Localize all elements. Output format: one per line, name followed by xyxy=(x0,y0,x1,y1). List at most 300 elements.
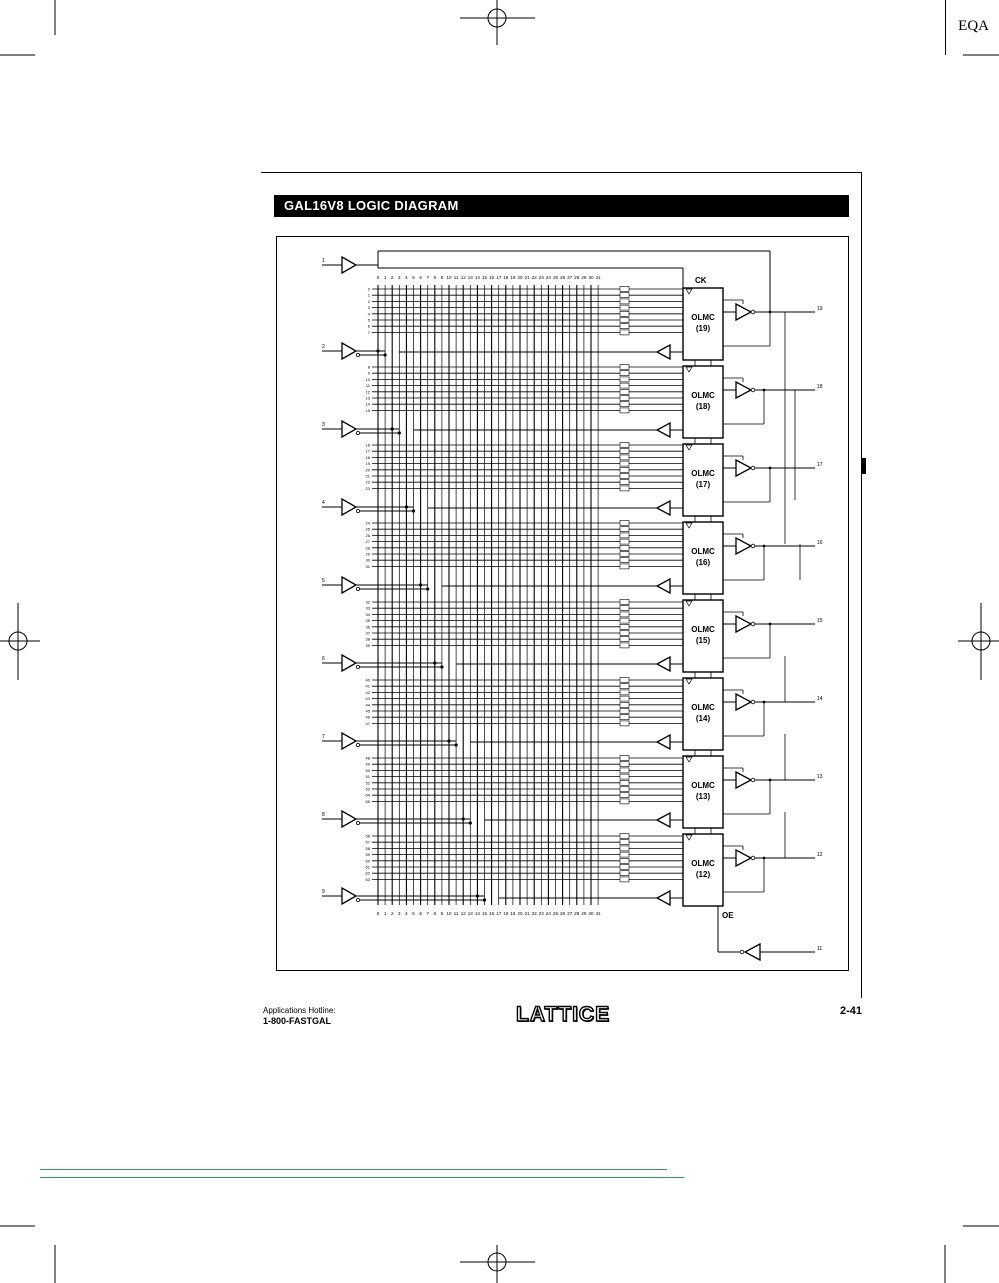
column-number-bottom: 0 xyxy=(376,911,380,916)
output-pin-number: 16 xyxy=(817,540,823,546)
column-number-top: 21 xyxy=(524,275,530,280)
and-gate xyxy=(620,793,629,798)
product-term-number: 25 xyxy=(365,526,370,532)
junction-dot xyxy=(455,743,458,746)
junction-dot xyxy=(433,661,436,664)
product-term-number: 54 xyxy=(365,792,370,798)
column-number-bottom: 17 xyxy=(496,911,502,916)
and-gate xyxy=(620,318,629,323)
product-term-number: 20 xyxy=(365,467,370,473)
olmc-label: OLMC xyxy=(691,469,715,478)
column-number-bottom: 19 xyxy=(510,911,516,916)
output-bubble xyxy=(751,544,755,548)
column-number-bottom: 28 xyxy=(574,911,580,916)
product-term-number: 19 xyxy=(365,461,370,467)
output-buffer xyxy=(736,304,751,320)
product-term-number: 12 xyxy=(365,389,370,395)
column-number-bottom: 6 xyxy=(419,911,422,916)
junction-dot xyxy=(769,467,772,470)
product-term-number: 14 xyxy=(365,401,370,407)
and-gate xyxy=(620,756,629,761)
column-number-top: 10 xyxy=(446,275,452,280)
oe-buffer xyxy=(745,944,760,960)
junction-dot xyxy=(447,739,450,742)
olmc-number: (13) xyxy=(695,792,711,801)
product-term-number: 46 xyxy=(365,714,370,720)
product-term-number: 51 xyxy=(365,774,370,780)
column-number-top: 14 xyxy=(474,275,480,280)
fuse-array xyxy=(378,285,598,905)
page-number: 2-41 xyxy=(840,1005,863,1017)
column-number-bottom: 21 xyxy=(524,911,530,916)
and-gate xyxy=(620,702,629,707)
input-buffer xyxy=(342,499,356,515)
olmc-label: OLMC xyxy=(691,625,715,634)
input-buffer xyxy=(342,257,356,273)
and-gate xyxy=(620,721,629,726)
column-number-top: 18 xyxy=(503,275,509,280)
clock-label: CK xyxy=(695,276,707,285)
and-gate xyxy=(620,324,629,329)
and-gate xyxy=(620,877,629,882)
input-buffer xyxy=(342,888,356,904)
and-gate xyxy=(620,287,629,292)
product-term-number: 60 xyxy=(365,858,370,864)
output-pin-number: 18 xyxy=(817,384,823,390)
and-gate xyxy=(620,846,629,851)
column-number-top: 24 xyxy=(545,275,551,280)
junction-dot xyxy=(426,587,429,590)
column-number-bottom: 2 xyxy=(390,911,394,916)
product-term-number: 39 xyxy=(365,642,370,648)
and-gate xyxy=(620,402,629,407)
and-gate xyxy=(620,305,629,310)
product-term-number: 52 xyxy=(365,780,370,786)
and-gate xyxy=(620,330,629,335)
and-gate xyxy=(620,389,629,394)
product-term-number: 50 xyxy=(365,767,370,773)
and-gate xyxy=(620,449,629,454)
product-term-number: 44 xyxy=(365,702,370,708)
product-term-number: 58 xyxy=(365,845,370,851)
inverter-bubble xyxy=(356,743,359,746)
junction-dot xyxy=(763,545,766,548)
output-pin-number: 17 xyxy=(817,462,823,468)
inverter-bubble xyxy=(356,898,359,901)
and-gate xyxy=(620,696,629,701)
and-gate xyxy=(620,840,629,845)
column-number-top: 26 xyxy=(560,275,566,280)
oe-label: OE xyxy=(722,911,734,920)
and-gate xyxy=(620,852,629,857)
output-bubble xyxy=(751,388,755,392)
and-gate xyxy=(620,678,629,683)
junction-dot xyxy=(769,623,772,626)
junction-dot xyxy=(462,817,465,820)
feedback-buffer xyxy=(657,423,670,437)
column-number-top: 29 xyxy=(581,275,587,280)
column-number-top: 7 xyxy=(426,275,429,280)
column-number-top: 4 xyxy=(405,275,408,280)
olmc-label: OLMC xyxy=(691,703,715,712)
column-number-bottom: 4 xyxy=(405,911,408,916)
junction-dot xyxy=(763,857,766,860)
column-number-bottom: 25 xyxy=(552,911,559,916)
product-term-number: 15 xyxy=(365,407,370,413)
output-buffer xyxy=(736,382,751,398)
junction-dot xyxy=(469,821,472,824)
and-gate xyxy=(620,774,629,779)
input-buffer xyxy=(342,733,356,749)
column-number-top: 17 xyxy=(496,275,502,280)
product-term-number: 13 xyxy=(365,395,370,401)
and-gate xyxy=(620,396,629,401)
column-number-top: 6 xyxy=(419,275,422,280)
input-pin-number: 2 xyxy=(322,344,325,350)
product-term-number: 59 xyxy=(365,852,370,858)
feedback-buffer xyxy=(657,579,670,593)
and-gate xyxy=(620,461,629,466)
olmc-label: OLMC xyxy=(691,391,715,400)
and-gate xyxy=(620,684,629,689)
product-term-number: 48 xyxy=(365,755,370,761)
product-term-number: 38 xyxy=(365,636,370,642)
olmc-number: (12) xyxy=(695,870,711,879)
column-number-top: 1 xyxy=(383,275,387,280)
product-term-number: 53 xyxy=(365,786,370,792)
feedback-buffer xyxy=(657,501,670,515)
column-number-top: 13 xyxy=(467,275,473,280)
and-gate xyxy=(620,521,629,526)
product-term-number: 4 xyxy=(367,311,370,317)
product-term-number: 17 xyxy=(365,448,370,454)
column-number-bottom: 24 xyxy=(545,911,551,916)
olmc-label: OLMC xyxy=(691,547,715,556)
olmc-number: (17) xyxy=(695,480,711,489)
and-gate xyxy=(620,558,629,563)
output-bubble xyxy=(751,856,755,860)
column-number-bottom: 7 xyxy=(426,911,429,916)
junction-dot xyxy=(412,509,415,512)
and-gate xyxy=(620,467,629,472)
and-gate xyxy=(620,533,629,538)
product-term-number: 41 xyxy=(365,683,370,689)
input-pin-number: 5 xyxy=(322,578,325,584)
green-rule-2 xyxy=(40,1177,684,1178)
and-gate xyxy=(620,709,629,714)
output-bubble xyxy=(751,466,755,470)
column-number-top: 2 xyxy=(390,275,394,280)
junction-dot xyxy=(476,894,479,897)
and-gate xyxy=(620,377,629,382)
junction-dot xyxy=(440,665,443,668)
output-pin-number: 15 xyxy=(817,618,823,624)
and-gate xyxy=(620,865,629,870)
junction-dot xyxy=(483,898,486,901)
input-buffer xyxy=(342,811,356,827)
olmc-number: (19) xyxy=(695,324,711,333)
product-term-number: 23 xyxy=(365,485,370,491)
input-buffer xyxy=(342,655,356,671)
oe-pin-number: 11 xyxy=(817,946,823,952)
product-term-number: 21 xyxy=(365,473,370,479)
junction-dot xyxy=(398,431,401,434)
corner-label: EQA xyxy=(958,18,989,34)
column-number-top: 23 xyxy=(538,275,544,280)
inverter-bubble xyxy=(356,821,359,824)
and-gate xyxy=(620,474,629,479)
input-pin-number: 4 xyxy=(322,500,325,506)
column-number-bottom: 31 xyxy=(595,911,601,916)
input-pin-number: 1 xyxy=(322,258,325,264)
input-buffer xyxy=(342,421,356,437)
input-pin-number: 6 xyxy=(322,656,325,662)
output-pin-number: 14 xyxy=(817,696,823,702)
junction-dot xyxy=(405,505,408,508)
product-term-number: 43 xyxy=(365,696,370,702)
column-number-bottom: 13 xyxy=(467,911,473,916)
product-term-number: 2 xyxy=(367,298,370,304)
input-buffer xyxy=(342,577,356,593)
junction-dot xyxy=(763,701,766,704)
column-number-top: 25 xyxy=(552,275,559,280)
product-term-number: 55 xyxy=(365,798,370,804)
and-gate xyxy=(620,527,629,532)
column-number-top: 12 xyxy=(460,275,466,280)
junction-dot xyxy=(769,779,772,782)
column-number-bottom: 22 xyxy=(531,911,537,916)
olmc-number: (15) xyxy=(695,636,711,645)
column-number-bottom: 10 xyxy=(446,911,452,916)
and-gate xyxy=(620,455,629,460)
feedback-buffer xyxy=(657,657,670,671)
product-term-number: 27 xyxy=(365,539,370,545)
input-pin-number: 3 xyxy=(322,422,325,428)
product-term-number: 45 xyxy=(365,708,370,714)
product-term-number: 57 xyxy=(365,839,370,845)
hotline-number: 1-800-FASTGAL xyxy=(263,1016,332,1026)
output-buffer xyxy=(736,460,751,476)
product-term-number: 26 xyxy=(365,532,370,538)
and-gate xyxy=(620,762,629,767)
and-gate xyxy=(620,552,629,557)
and-gate xyxy=(620,768,629,773)
junction-dot xyxy=(763,389,766,392)
output-pin-number: 19 xyxy=(817,306,823,312)
junction-dot xyxy=(391,427,394,430)
output-buffer xyxy=(736,616,751,632)
column-number-top: 20 xyxy=(517,275,523,280)
oe-bubble xyxy=(740,950,744,954)
feedback-buffer xyxy=(657,813,670,827)
product-term-number: 36 xyxy=(365,624,370,630)
column-number-bottom: 23 xyxy=(538,911,544,916)
column-number-bottom: 8 xyxy=(433,911,437,916)
column-number-bottom: 20 xyxy=(517,911,523,916)
and-gate xyxy=(620,787,629,792)
product-term-number: 29 xyxy=(365,551,370,557)
product-term-number: 16 xyxy=(365,442,370,448)
column-number-top: 27 xyxy=(567,275,573,280)
and-gate xyxy=(620,299,629,304)
product-term-number: 3 xyxy=(367,305,370,311)
and-gate xyxy=(620,545,629,550)
output-bubble xyxy=(751,622,755,626)
product-term-number: 31 xyxy=(365,563,370,569)
column-number-bottom: 14 xyxy=(474,911,480,916)
olmc-label: OLMC xyxy=(691,859,715,868)
column-number-bottom: 9 xyxy=(440,911,444,916)
output-buffer xyxy=(736,694,751,710)
input-pin-number: 9 xyxy=(322,889,325,895)
output-buffer xyxy=(736,538,751,554)
column-number-bottom: 15 xyxy=(481,911,488,916)
and-gate xyxy=(620,871,629,876)
product-term-lines xyxy=(372,287,683,882)
column-number-bottom: 30 xyxy=(588,911,594,916)
output-bubble xyxy=(751,778,755,782)
product-term-number: 5 xyxy=(367,317,370,323)
product-term-number: 28 xyxy=(365,545,370,551)
and-gate xyxy=(620,383,629,388)
column-number-top: 11 xyxy=(453,275,459,280)
olmc-label: OLMC xyxy=(691,781,715,790)
product-term-number: 11 xyxy=(365,383,370,389)
column-number-bottom: 12 xyxy=(460,911,466,916)
output-pin-number: 13 xyxy=(817,774,823,780)
green-rule xyxy=(40,1169,667,1170)
product-term-number: 37 xyxy=(365,630,370,636)
and-gate xyxy=(620,600,629,605)
column-number-top: 5 xyxy=(412,275,415,280)
and-gate xyxy=(620,780,629,785)
input-pin-number: 7 xyxy=(322,734,325,740)
column-number-top: 22 xyxy=(531,275,537,280)
column-number-bottom: 18 xyxy=(503,911,509,916)
output-bubble xyxy=(751,700,755,704)
feedback-buffer xyxy=(657,735,670,749)
inverter-bubble xyxy=(356,665,359,668)
product-term-number: 7 xyxy=(367,329,370,335)
product-term-number: 8 xyxy=(367,364,370,370)
output-buffers xyxy=(718,300,815,960)
and-gate xyxy=(620,834,629,839)
output-buffer xyxy=(736,850,751,866)
column-number-top: 8 xyxy=(433,275,437,280)
product-term-number: 22 xyxy=(365,479,370,485)
olmc-blocks xyxy=(683,288,723,906)
product-term-number: 35 xyxy=(365,618,370,624)
and-gate xyxy=(620,408,629,413)
and-gate xyxy=(620,480,629,485)
column-number-top: 15 xyxy=(481,275,488,280)
product-term-number: 9 xyxy=(367,370,370,376)
product-term-number: 30 xyxy=(365,557,370,563)
product-term-number: 61 xyxy=(365,864,370,870)
inverter-bubble xyxy=(356,587,359,590)
inverter-bubble xyxy=(356,431,359,434)
diagram-title: GAL16V8 LOGIC DIAGRAM xyxy=(284,198,459,213)
product-term-number: 10 xyxy=(365,376,370,382)
feedback-buffer xyxy=(657,345,670,359)
and-gate xyxy=(620,631,629,636)
column-number-bottom: 5 xyxy=(412,911,415,916)
olmc-number: (14) xyxy=(695,714,711,723)
output-bubble xyxy=(751,310,755,314)
product-term-number: 0 xyxy=(367,286,370,292)
junction-dot xyxy=(769,311,772,314)
product-term-number: 1 xyxy=(367,292,370,298)
and-gate xyxy=(620,690,629,695)
column-number-bottom: 16 xyxy=(489,911,495,916)
product-term-number: 32 xyxy=(365,599,370,605)
column-number-top: 16 xyxy=(489,275,495,280)
product-term-number: 49 xyxy=(365,761,370,767)
lattice-logo: LATTICE xyxy=(516,1003,611,1026)
and-gate xyxy=(620,799,629,804)
column-number-top: 30 xyxy=(588,275,594,280)
and-gate xyxy=(620,539,629,544)
olmc-label: OLMC xyxy=(691,313,715,322)
product-term-number: 24 xyxy=(365,520,370,526)
column-number-top: 0 xyxy=(376,275,380,280)
and-gate xyxy=(620,624,629,629)
and-gate xyxy=(620,486,629,491)
and-gate xyxy=(620,564,629,569)
and-gate xyxy=(620,637,629,642)
and-gate xyxy=(620,443,629,448)
input-pin-number: 8 xyxy=(322,812,325,818)
output-pin-number: 12 xyxy=(817,852,823,858)
column-number-bottom: 3 xyxy=(398,911,401,916)
and-gate xyxy=(620,371,629,376)
column-number-bottom: 11 xyxy=(453,911,459,916)
and-gate xyxy=(620,365,629,370)
olmc-number: (18) xyxy=(695,402,711,411)
column-number-top: 31 xyxy=(595,275,601,280)
and-gate xyxy=(620,715,629,720)
column-number-bottom: 27 xyxy=(567,911,573,916)
output-buffer xyxy=(736,772,751,788)
column-number-bottom: 1 xyxy=(383,911,387,916)
footer-hotline xyxy=(263,1005,335,1027)
and-gate xyxy=(620,311,629,316)
and-gate xyxy=(620,643,629,648)
product-term-number: 40 xyxy=(365,677,370,683)
column-number-bottom: 26 xyxy=(560,911,566,916)
product-term-number: 47 xyxy=(365,720,370,726)
hotline-label: Applications Hotline: xyxy=(263,1006,336,1015)
column-number-bottom: 29 xyxy=(581,911,587,916)
and-gate xyxy=(620,293,629,298)
column-number-top: 9 xyxy=(440,275,444,280)
column-number-top: 19 xyxy=(510,275,516,280)
inverter-bubble xyxy=(356,353,359,356)
junction-dot xyxy=(376,349,379,352)
and-gate xyxy=(620,858,629,863)
olmc-number: (16) xyxy=(695,558,711,567)
column-number-top: 3 xyxy=(398,275,401,280)
column-number-top: 28 xyxy=(574,275,580,280)
product-term-number: 6 xyxy=(367,323,370,329)
product-term-number: 33 xyxy=(365,605,370,611)
and-gate xyxy=(620,612,629,617)
product-term-number: 18 xyxy=(365,454,370,460)
product-term-number: 34 xyxy=(365,611,370,617)
product-term-number: 56 xyxy=(365,833,370,839)
and-gate xyxy=(620,618,629,623)
feedback-buffer xyxy=(657,891,670,905)
